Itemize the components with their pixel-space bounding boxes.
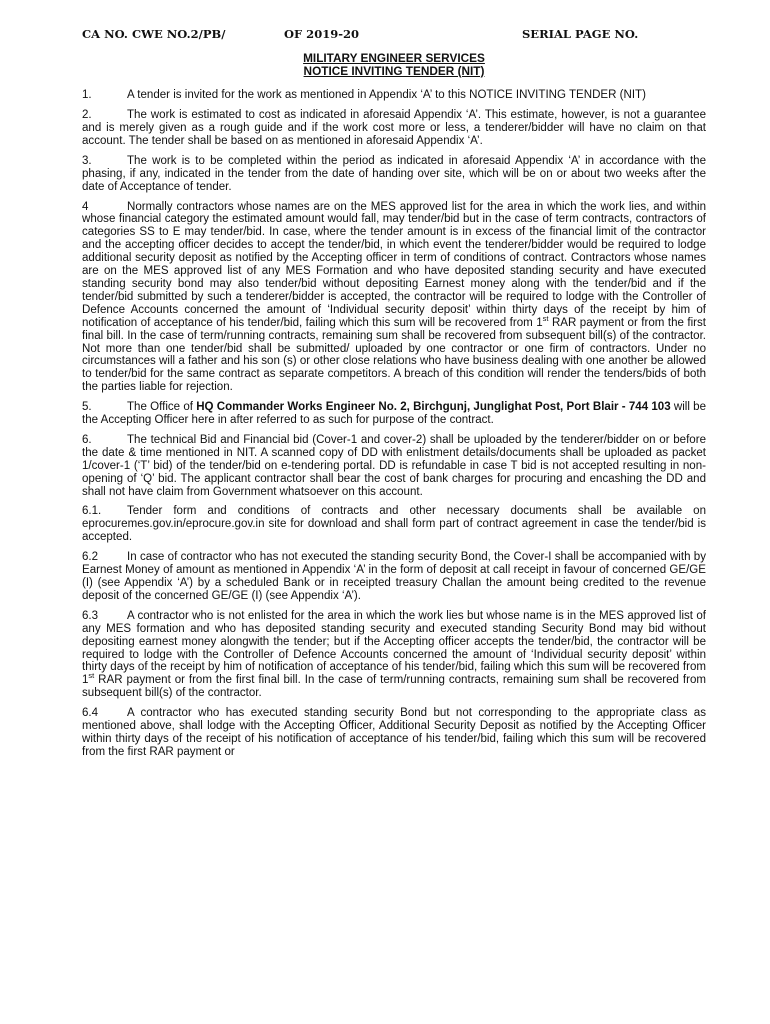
paragraph-number: 2. xyxy=(82,109,92,122)
paragraph-text: The technical Bid and Financial bid (Cover-1 and cover-2) shall be uploaded by the tenderer/bidder on or before the date & time mentioned in NIT. A scanned copy of DD with enlistment details/documents shall be uploaded as packet 1/cover-1 (‘T’ bid) of the tender/bid on e-tendering portal. DD is refundable in case T bid is not accepted resulting in non-opening of ‘Q’ bid. The applicant contractor shall bear the cost of bank charges for procuring and encashing the DD and shall not have claim from Government whatsoever on this account. xyxy=(82,433,706,498)
page-header xyxy=(82,28,706,44)
paragraph-3 xyxy=(82,155,706,194)
paragraph-number: 1. xyxy=(82,89,92,102)
paragraph-number: 6.3 xyxy=(82,609,99,622)
paragraph-6-1 xyxy=(82,505,706,544)
paragraph-text-continued: will be the Accepting Officer here in after referred to as such for purpose of the contract. xyxy=(82,401,707,427)
accepting-officer-address: HQ Commander Works Engineer No. 2, Birchgunj, Junglighat Post, Port Blair - 744 103 xyxy=(196,401,671,414)
document-page xyxy=(82,28,706,766)
paragraph-text: The work is estimated to cost as indicated in aforesaid Appendix ‘A’. This estimate, however, is not a guarantee and is merely given as a rough guide and if the work cost more or less, a tenderer/bidder will have no claim on that account. The tender shall be based on as mentioned in aforesaid Appendix ‘A’. xyxy=(82,109,706,147)
paragraph-text: A tender is invited for the work as mentioned in Appendix ‘A’ to this NOTICE INVITING TENDER (NIT) xyxy=(127,89,646,102)
paragraph-text: The work is to be completed within the period as indicated in aforesaid Appendix ‘A’ in accordance with the phasing, if any, indicated in the tender from the date of handing over site, which will be on or about two weeks after the date of Acceptance of tender. xyxy=(82,154,706,193)
paragraph-6-3 xyxy=(82,610,706,700)
paragraph-text: Tender form and conditions of contracts and other necessary documents shall be available on eprocuremes.gov.in/eprocure.gov.in site for download and shall form part of contract agreement in case the tender/bid is accepted. xyxy=(82,505,706,544)
paragraph-text: The Office of xyxy=(127,401,197,414)
paragraph-6-2 xyxy=(82,551,706,603)
paragraph-number: 6. xyxy=(82,433,92,446)
title-organisation: MILITARY ENGINEER SERVICES xyxy=(303,51,485,65)
paragraph-number: 3. xyxy=(82,154,92,167)
paragraph-5 xyxy=(82,401,706,427)
paragraph-number: 6.4 xyxy=(82,707,99,720)
paragraph-2 xyxy=(82,109,706,148)
paragraph-text: A contractor who is not enlisted for the area in which the work lies but whose name is in the MES approved list of any MES formation and who has deposited standing security and executed standing Security Bond may bid without depositing earnest money alongwith the tender; but if the Accepting officer accepts the tender/bid, the contractor will be required to lodge with the Controller of Defence Accounts concerned the amount of ‘Individual security deposit’ within thirty days of the receipt by him of notification of acceptance of his tender/bid, failing which this sum will be recovered from 1 xyxy=(82,609,706,687)
header-serial-page: SERIAL PAGE NO. xyxy=(522,27,639,41)
header-ca-no: CA NO. CWE NO.2/PB/ xyxy=(82,27,226,41)
superscript: st xyxy=(542,313,549,323)
paragraph-1 xyxy=(82,89,706,102)
paragraph-text: A contractor who has executed standing security Bond but not corresponding to the appropriate class as mentioned above, shall lodge with the Accepting Officer, Additional Security Deposit as notified by the Accepting Officer within thirty days of the receipt of his notification of acceptance of his tender/bid, failing which this sum will be recovered from the first RAR payment or xyxy=(82,707,706,758)
paragraph-text: Normally contractors whose names are on the MES approved list for the area in which the work lies, and within whose financial category the estimated amount would fall, may tender/bid but in the case of term contracts, contractors of categories SS to E may tender/bid. In case, where the tender amount is in excess of the financial limit of the contractor and the accepting officer decides to accept the tender/bid, in which event the tenderer/bidder would be required to lodge additional security deposit as notified by the Accepting officer in term of conditions of contract. Contractors whose names are on the MES approved list of any MES Formation and who have deposited standing security and have executed standing security bond may also tender/bid without depositing Earnest money along with the tender/bid and if the tender/bid submitted by such a tenderer/bidder is accepted, the contractor will be required to lodge with the Controller of Defence Accounts concerned the amount of ‘Individual security deposit’ within thirty days of the receipt by him of notification of acceptance of his tender/bid, failing which this sum will be recovered from 1 xyxy=(82,200,706,329)
paragraph-number: 5. xyxy=(82,401,92,414)
paragraph-number: 4 xyxy=(82,200,89,213)
paragraph-6-4 xyxy=(82,707,706,759)
paragraph-number: 6.1. xyxy=(82,505,102,518)
superscript: st xyxy=(88,671,95,681)
paragraph-text-continued: RAR payment or from the first final bill. In the case of term/running contracts, remaining sum shall be recovered from subsequent bill(s) of the contractor. Not more than one tender/bid shall be submitted/ uploaded by one contractor or one firm of contractors. Under no circumstances will a father and his son (s) or other close relations who have business dealing with one another be allowed to tender/bid for the same contract as separate competitors. A breach of this condition will render the tenders/bids of both the parties liable for rejection. xyxy=(82,316,706,394)
title-notice: NOTICE INVITING TENDER (NIT) xyxy=(303,63,485,78)
paragraph-4 xyxy=(82,201,706,395)
paragraph-number: 6.2 xyxy=(82,551,99,564)
header-year: OF 2019-20 xyxy=(284,27,359,41)
paragraph-text-continued: RAR payment or from the first final bill. In the case of term/running contracts, remaining sum shall be recovered from subsequent bill(s) of the contractor. xyxy=(82,674,706,700)
paragraph-text: In case of contractor who has not executed the standing security Bond, the Cover-I shall be accompanied with by Earnest Money of amount as mentioned in Appendix ‘A’ in the form of deposit at call receipt in favour of concerned GE/GE (I) (see Appendix ‘A’) by a scheduled Bank or in receipted treasury Challan the amount being credited to the revenue deposit of the concerned GE/GE (I) (see Appendix ‘A’). xyxy=(82,551,706,602)
paragraph-6 xyxy=(82,434,706,499)
